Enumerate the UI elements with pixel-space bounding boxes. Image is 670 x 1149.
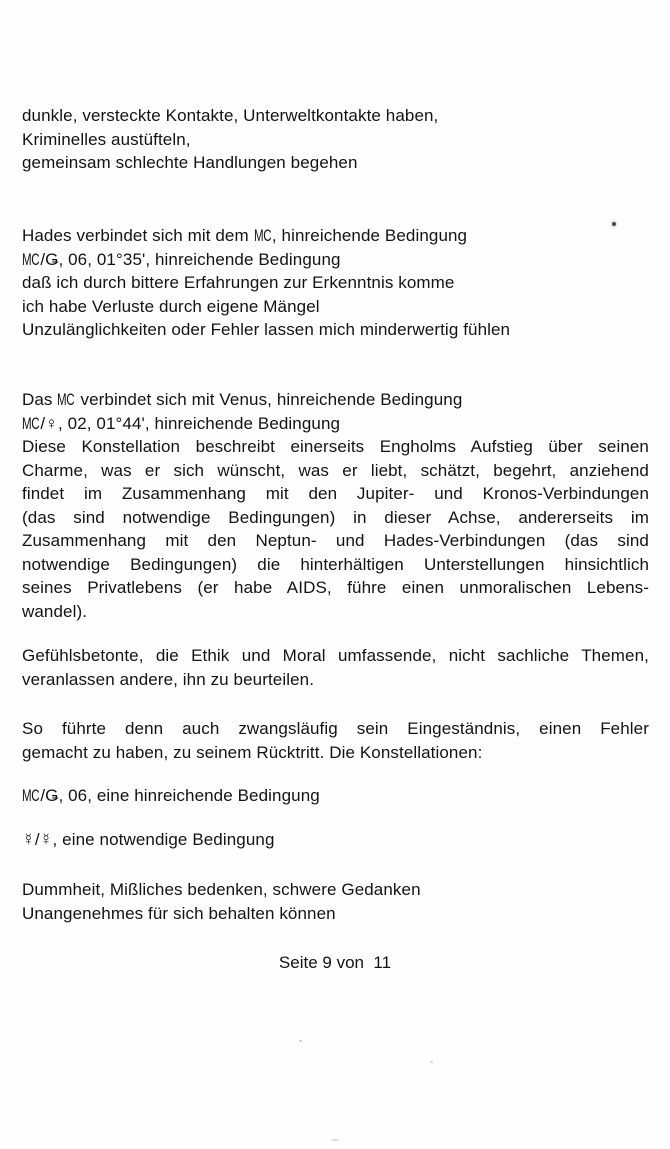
text-line: wandel).: [22, 601, 88, 621]
text-line: gemacht zu haben, zu seinem Rücktritt. Die Konstellationen:: [22, 742, 483, 762]
text-line: Diese Konstellation beschreibt einerseits Engholms Aufstieg über seinen: [22, 437, 649, 456]
text-line-aspect-formula: MC/♀, 02, 01°44', hinreichende Bedingung: [22, 413, 341, 433]
paragraph-gefuehlsbetonte: [22, 644, 649, 691]
text-line: veranlassen andere, ihn zu beurteilen.: [22, 669, 315, 689]
scan-speck: [612, 222, 616, 226]
scan-speck: [430, 1061, 433, 1063]
text-line: seines Privatlebens (er habe AIDS, führe einen unmoralischen Lebens-: [22, 578, 649, 597]
text-line-aspect-formula: MC/Ǥ, 06, eine hinreichende Bedingung: [22, 786, 320, 805]
text-line: (das sind notwendige Bedingungen) in dieser Achse, andererseits im: [22, 507, 649, 527]
text-line: So führte denn auch zwangsläufig sein Eingeständnis, einen Fehler: [22, 719, 649, 738]
paragraph-ruecktritt: [22, 717, 649, 764]
scan-speck: [331, 1139, 339, 1141]
paragraph-hades-mc: [22, 224, 649, 342]
text-line: notwendige Bedingungen) die hinterhältigen Unterstellungen hinsichtlich: [22, 554, 649, 574]
text-line: gemeinsam schlechte Handlungen begehen: [22, 153, 358, 172]
text-line: daß ich durch bittere Erfahrungen zur Erkenntnis komme: [22, 273, 455, 292]
text-line: Charme, was er sich wünscht, was er liebt, schätzt, begehrt, anziehend: [22, 460, 649, 480]
text-line: Das MC verbindet sich mit Venus, hinreichende Bedingung: [22, 390, 463, 409]
text-line: Hades verbindet sich mit dem MC, hinreichende Bedingung: [22, 226, 468, 245]
text-line: Dummheit, Mißliches bedenken, schwere Gedanken: [22, 880, 421, 899]
text-line: findet im Zusammenhang mit den Jupiter- und Kronos-Verbindungen: [22, 484, 649, 503]
paragraph-mercury-keywords: [22, 878, 649, 925]
text-line: ich habe Verluste durch eigene Mängel: [22, 296, 320, 316]
paragraph-hades-keywords: [22, 104, 649, 175]
text-line: Unzulänglichkeiten oder Fehler lassen mich minderwertig fühlen: [22, 320, 511, 339]
text-line: Zusammenhang mit den Neptun- und Hades-Verbindungen (das sind: [22, 531, 649, 550]
text-line: Unangenehmes für sich behalten können: [22, 903, 336, 923]
text-line: Kriminelles austüfteln,: [22, 129, 191, 149]
line-mercury-condition: [22, 828, 649, 852]
line-mc-hades-condition: [22, 784, 649, 808]
page-number-footer: Seite 9 von 11: [278, 953, 392, 972]
scan-speck: [299, 1040, 302, 1042]
text-line: Gefühlsbetonte, die Ethik und Moral umfassende, nicht sachliche Themen,: [22, 646, 649, 665]
text-line-aspect-formula: ☿/☿, eine notwendige Bedingung: [22, 830, 275, 849]
paragraph-mc-venus: [22, 388, 649, 623]
text-line: dunkle, versteckte Kontakte, Unterweltkontakte haben,: [22, 106, 439, 125]
text-line-aspect-formula: MC/Ǥ, 06, 01°35', hinreichende Bedingung: [22, 249, 341, 269]
